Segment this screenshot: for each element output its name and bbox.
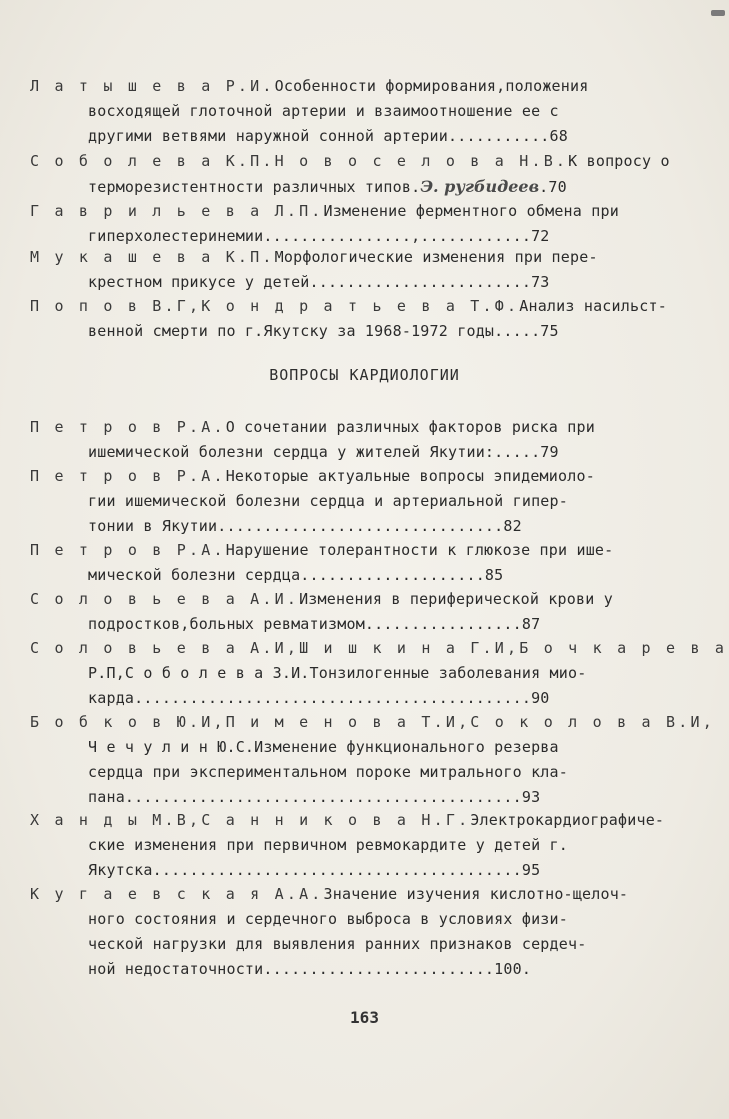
entry-line: ного состояния и сердечного выброса в условиях физи-	[88, 910, 568, 928]
entry-first-line	[30, 538, 670, 563]
entry-text: Изменения в периферической крови у	[299, 590, 613, 608]
entry-author: Б о б к о в Ю.И,П и м е н о в а Т.И,С о к о л о в а В.И,	[30, 713, 715, 731]
entry-line: Р.П,С о б о л е в а З.И.Тонзилогенные заболевания мио-	[88, 664, 587, 682]
toc-entry	[30, 294, 670, 344]
entry-line: крестном прикусе у детей........................73	[88, 273, 550, 291]
entry-author: К у г а е в с к а я А.А.	[30, 885, 324, 903]
entry-line: восходящей глоточной артерии и взаимоотношение ее с	[88, 102, 559, 120]
entry-text: К вопросу о	[568, 152, 670, 170]
ink-smudge	[711, 10, 725, 16]
entry-line: гиперхолестеринемии................,............72	[88, 227, 550, 245]
toc-entry	[30, 808, 670, 883]
toc-entry	[30, 149, 670, 200]
entry-author: П е т р о в Р.А.	[30, 467, 226, 485]
entry-line: тонии в Якутии...............................82	[88, 517, 522, 535]
entry-author: С о б о л е в а К.П.Н о в о с е л о в а Н.В.	[30, 152, 569, 170]
entry-text: О сочетании различных факторов риска при	[225, 418, 595, 436]
toc-entry	[30, 710, 715, 810]
entry-text: терморезистентности различных типов.	[88, 178, 421, 196]
toc-entry	[30, 415, 670, 465]
entry-line: подростков,больных ревматизмом.................87	[88, 615, 541, 633]
toc-entry	[30, 882, 670, 982]
entry-line	[30, 174, 670, 200]
entry-text: Нарушение толерантности к глюкозе при ише-	[225, 541, 614, 559]
entry-text: Изменение ферментного обмена при	[323, 202, 619, 220]
entry-page-ref: .70	[539, 178, 567, 196]
entry-first-line	[30, 882, 670, 907]
entry-author: С о л о в ь е в а А.И.	[30, 590, 300, 608]
toc-entry	[30, 74, 670, 149]
entry-line: Ч е ч у л и н Ю.С.Изменение функционального резерва	[88, 738, 559, 756]
entry-text: Морфологические изменения при пере-	[274, 248, 598, 266]
entry-line: венной смерти по г.Якутску за 1968-1972 годы.....75	[88, 322, 559, 340]
entry-first-line	[30, 464, 670, 489]
entry-line: гии ишемической болезни сердца и артериальной гипер-	[88, 492, 568, 510]
entry-author: М у к а ш е в а К.П.	[30, 248, 275, 266]
entry-text: Особенности формирования,положения	[274, 77, 589, 95]
entry-first-line	[30, 808, 670, 833]
entry-line: другими ветвями наружной сонной артерии...........68	[88, 127, 568, 145]
entry-line: сердца при экспериментальном пороке митрального кла-	[88, 763, 568, 781]
entry-line: ишемической болезни сердца у жителей Якутии:.....79	[88, 443, 559, 461]
page-number: 163	[350, 1008, 379, 1027]
entry-line: мической болезни сердца....................85	[88, 566, 504, 584]
toc-entry	[30, 538, 670, 588]
toc-entry	[30, 636, 728, 711]
entry-text: Некоторые актуальные вопросы эпидемиоло-	[225, 467, 595, 485]
entry-first-line	[30, 199, 670, 224]
entry-author: П о п о в В.Г,К о н д р а т ь е в а Т.Ф.	[30, 297, 520, 315]
entry-author: П е т р о в Р.А.	[30, 541, 226, 559]
entry-author: Г а в р и л ь е в а Л.П.	[30, 202, 324, 220]
toc-entry	[30, 587, 670, 637]
entry-first-line	[30, 636, 728, 661]
entry-first-line	[30, 294, 670, 319]
entry-first-line	[30, 149, 670, 174]
entry-line: карда...........................................90	[88, 689, 550, 707]
toc-entry	[30, 464, 670, 539]
entry-first-line	[30, 587, 670, 612]
entry-author: Х а н д ы М.В,С а н н и к о в а Н.Г.	[30, 811, 471, 829]
entry-first-line	[30, 245, 670, 270]
entry-line: ские изменения при первичном ревмокардите у детей г.	[88, 836, 568, 854]
entry-first-line	[30, 415, 670, 440]
entry-line: ческой нагрузки для выявления ранних признаков сердеч-	[88, 935, 587, 953]
entry-line: пана...........................................93	[88, 788, 541, 806]
entry-line: Якутска........................................95	[88, 861, 541, 879]
entry-author: Л а т ы ш е в а Р.И.	[30, 77, 275, 95]
entry-line: ной недостаточности.........................100.	[88, 960, 532, 978]
entry-author: П е т р о в Р.А.	[30, 418, 226, 436]
entry-text: Анализ насильст-	[519, 297, 667, 315]
toc-entry	[30, 199, 670, 249]
entry-author: С о л о в ь е в а А.И,Ш и ш к и н а Г.И,Б о ч к а р е в а	[30, 639, 728, 657]
toc-entry	[30, 245, 670, 295]
handwritten-annotation: Э. ругбидеев	[420, 177, 540, 196]
entry-text: Электрокардиографиче-	[470, 811, 665, 829]
entry-first-line	[30, 710, 715, 735]
entry-first-line	[30, 74, 670, 99]
entry-text: Значение изучения кислотно-щелоч-	[323, 885, 629, 903]
section-title: ВОПРОСЫ КАРДИОЛОГИИ	[269, 366, 460, 384]
